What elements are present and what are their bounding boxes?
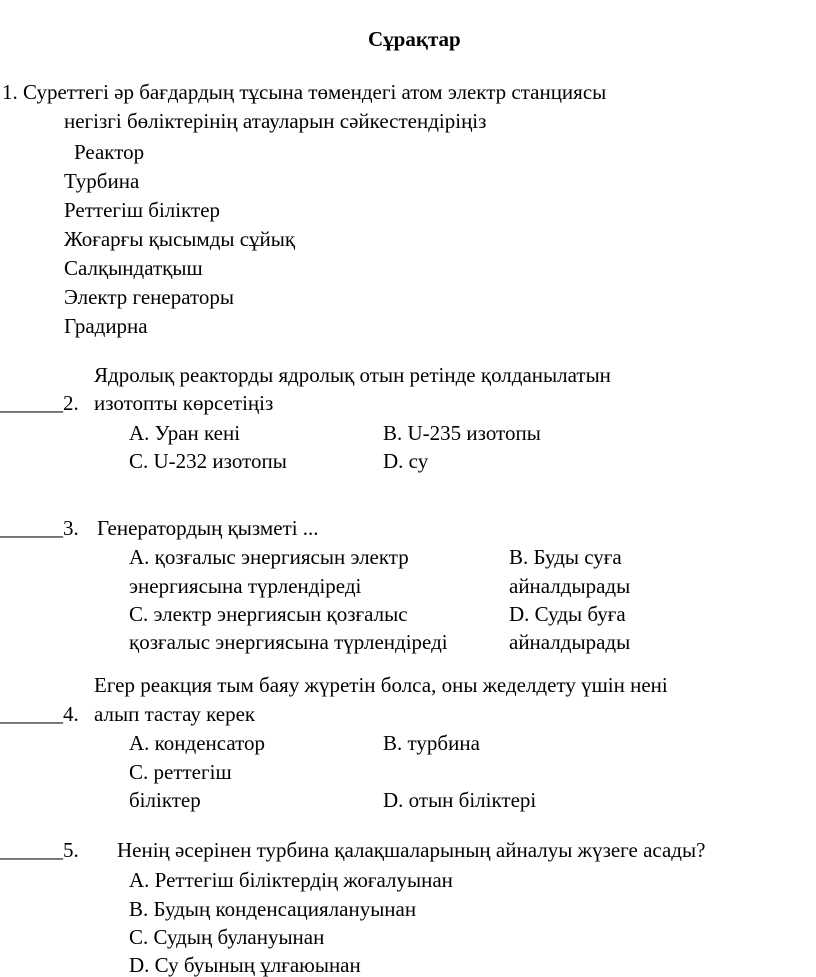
q1-item-cooler: Салқындатқыш: [64, 256, 203, 280]
page-title: Сұрақтар: [368, 27, 461, 51]
q2-option-d: D. су: [383, 449, 429, 473]
q1-item-generator: Электр генераторы: [64, 285, 234, 309]
q5-option-b: B. Будың конденсациялануынан: [129, 897, 417, 921]
q4-option-c-line2: біліктер: [129, 788, 201, 812]
q3-option-d-line2: айналдырады: [509, 630, 631, 654]
q4-option-b: B. турбина: [383, 731, 480, 755]
q3-option-b-line1: B. Буды суға: [509, 545, 622, 569]
q4-line1: Егер реакция тым баяу жүретін болса, оны жеделдету үшін нені: [94, 673, 668, 697]
q2-answer-blank: ______2.: [0, 391, 79, 415]
q1-item-cooling-tower: Градирна: [64, 314, 148, 338]
q4-option-a: A. конденсатор: [129, 731, 266, 755]
q5-option-d: D. Су буының ұлғаюынан: [129, 953, 361, 977]
q3-question: Генератордың қызметі ...: [97, 516, 319, 540]
q2-line1: Ядролық реакторды ядролық отын ретінде қолданылатын: [94, 363, 611, 387]
q1-line2: негізгі бөліктерінің атауларын сәйкестендіріңіз: [64, 109, 487, 133]
q3-option-a-line1: A. қозғалыс энергиясын электр: [129, 545, 409, 569]
q5-question: Ненің әсерінен турбина қалақшаларының айналуы жүзеге асады?: [117, 838, 706, 862]
q3-answer-blank: ______3.: [0, 516, 79, 540]
q1-item-turbine: Турбина: [64, 169, 140, 193]
q3-option-c-line1: C. электр энергиясын қозғалыс: [129, 602, 408, 626]
q2-option-c: C. U-232 изотопы: [129, 449, 287, 473]
q1-item-reactor: Реактор: [74, 140, 145, 164]
q1-line1: 1. Суреттегі әр бағдардың тұсына төмендегі атом электр станциясы: [2, 80, 607, 104]
q5-answer-blank: ______5.: [0, 838, 79, 862]
q2-option-b: B. U-235 изотопы: [383, 421, 541, 445]
q3-option-b-line2: айналдырады: [509, 574, 631, 598]
q4-option-c-line1: C. реттегіш: [129, 760, 232, 784]
q3-option-c-line2: қозғалыс энергиясына түрлендіреді: [129, 630, 448, 654]
q4-line2: алып тастау керек: [94, 702, 256, 726]
q1-item-high-pressure-fluid: Жоғарғы қысымды сұйық: [64, 227, 296, 251]
q5-option-a: A. Реттегіш біліктердің жоғалуынан: [129, 868, 453, 892]
q2-option-a: A. Уран кені: [129, 421, 241, 445]
q1-item-control-rods: Реттегіш біліктер: [64, 198, 221, 222]
q3-option-a-line2: энергиясына түрлендіреді: [129, 574, 362, 598]
q2-line2: изотопты көрсетіңіз: [94, 391, 274, 415]
q5-option-c: C. Судың булануынан: [129, 925, 325, 949]
q3-option-d-line1: D. Суды буға: [509, 602, 626, 626]
q4-answer-blank: ______4.: [0, 702, 79, 726]
q4-option-d: D. отын біліктері: [383, 788, 537, 812]
